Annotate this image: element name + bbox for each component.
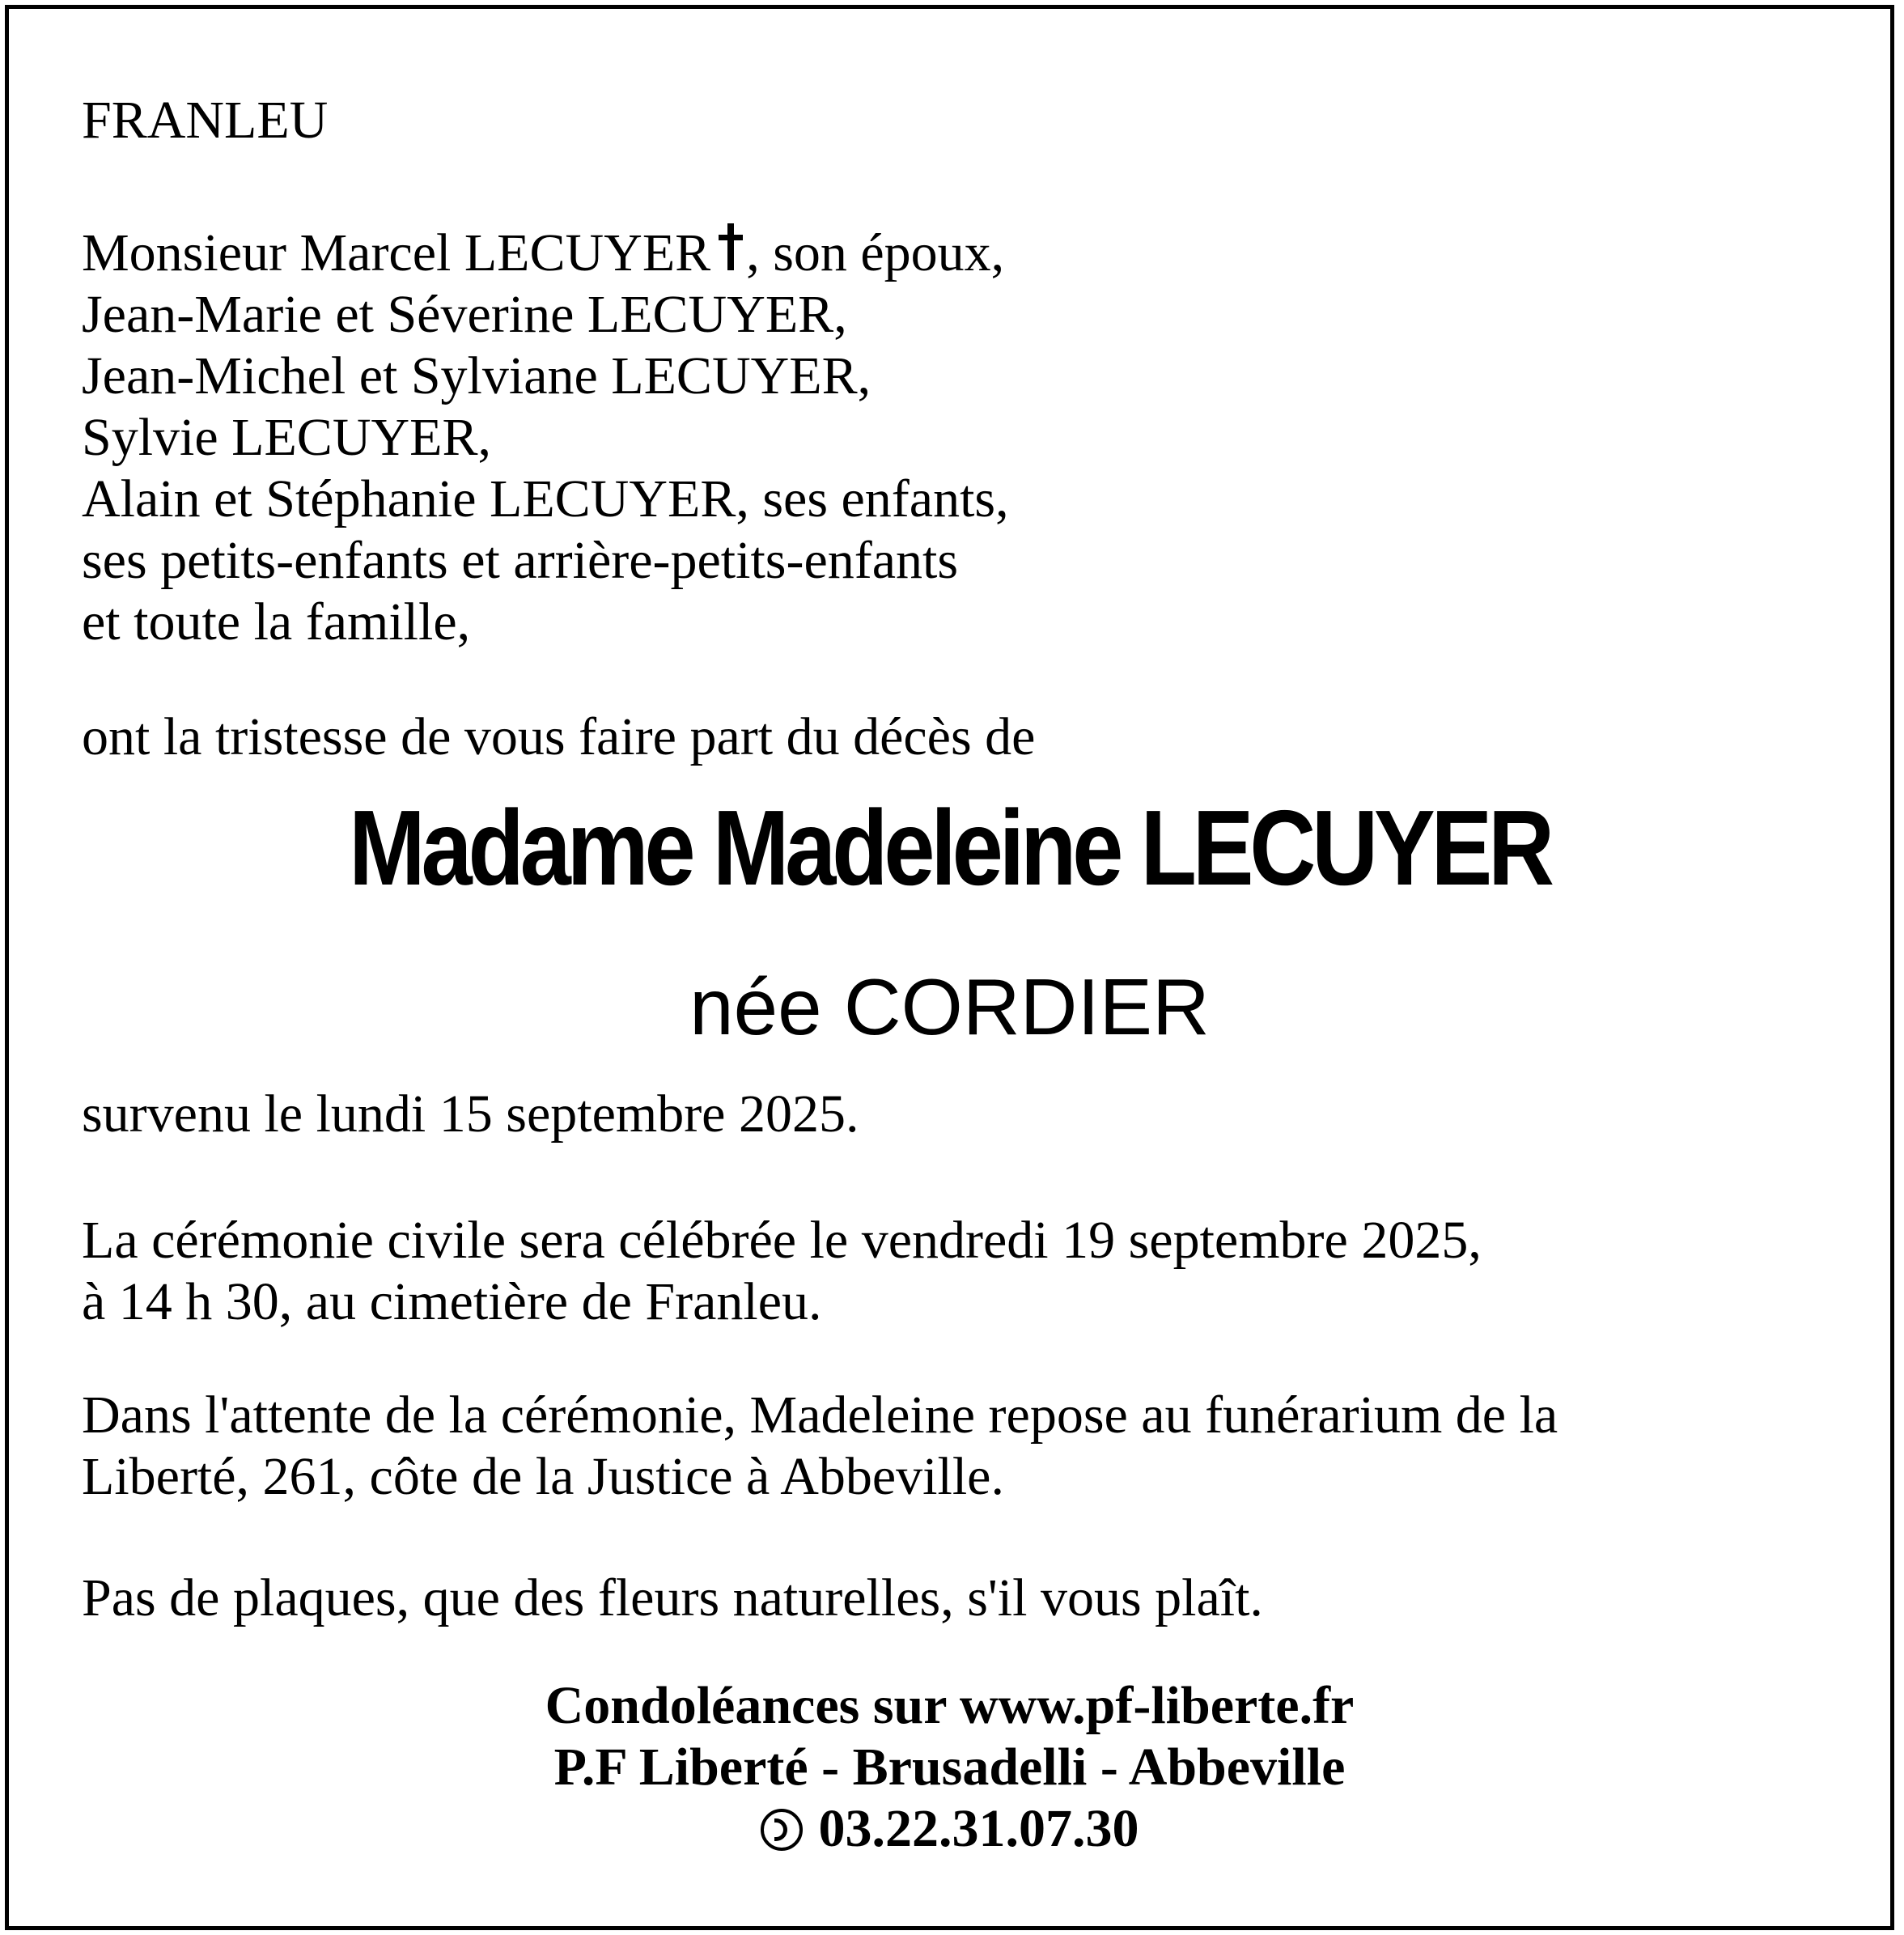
condolences-link[interactable]: Condoléances sur www.pf-liberte.fr xyxy=(545,1676,1355,1735)
flowers-note: Pas de plaques, que des fleurs naturelles, s'il vous plaît. xyxy=(82,1568,1263,1627)
family-line: Jean-Marie et Séverine LECUYER, xyxy=(82,285,847,344)
family-line: Alain et Stéphanie LECUYER, ses enfants, xyxy=(82,469,1009,528)
spouse-relation: , son époux, xyxy=(746,223,1005,282)
latin-cross-icon xyxy=(719,223,743,270)
rest-line: Liberté, 261, côte de la Justice à Abbeville. xyxy=(82,1447,1004,1506)
town-name: FRANLEU xyxy=(82,91,329,150)
funeral-home-name: P.F Liberté - Brusadelli - Abbeville xyxy=(553,1738,1346,1797)
family-line: ses petits-enfants et arrière-petits-enfants xyxy=(82,531,959,590)
deceased-name: Madame Madeleine LECUYER xyxy=(349,788,1550,907)
spouse-name: Monsieur Marcel LECUYER xyxy=(82,223,711,282)
ceremony-line: La cérémonie civile sera célébrée le vendredi 19 septembre 2025, xyxy=(82,1211,1482,1270)
maiden-name: née CORDIER xyxy=(689,962,1210,1051)
obituary-notice xyxy=(5,5,1894,1930)
ceremony-line: à 14 h 30, au cimetière de Franleu. xyxy=(82,1272,822,1331)
death-date: survenu le lundi 15 septembre 2025. xyxy=(82,1084,859,1144)
phone-number[interactable]: 03.22.31.07.30 xyxy=(818,1799,1139,1858)
rest-line: Dans l'attente de la cérémonie, Madeleine repose au funérarium de la xyxy=(82,1385,1558,1445)
family-line: et toute la famille, xyxy=(82,592,471,651)
announcement-text: ont la tristesse de vous faire part du décès de xyxy=(82,707,1036,766)
family-line: Jean-Michel et Sylviane LECUYER, xyxy=(82,346,871,405)
phone-line xyxy=(9,1799,1890,1859)
family-line-spouse xyxy=(82,223,1004,284)
family-line: Sylvie LECUYER, xyxy=(82,408,491,467)
phone-icon xyxy=(761,1809,803,1851)
